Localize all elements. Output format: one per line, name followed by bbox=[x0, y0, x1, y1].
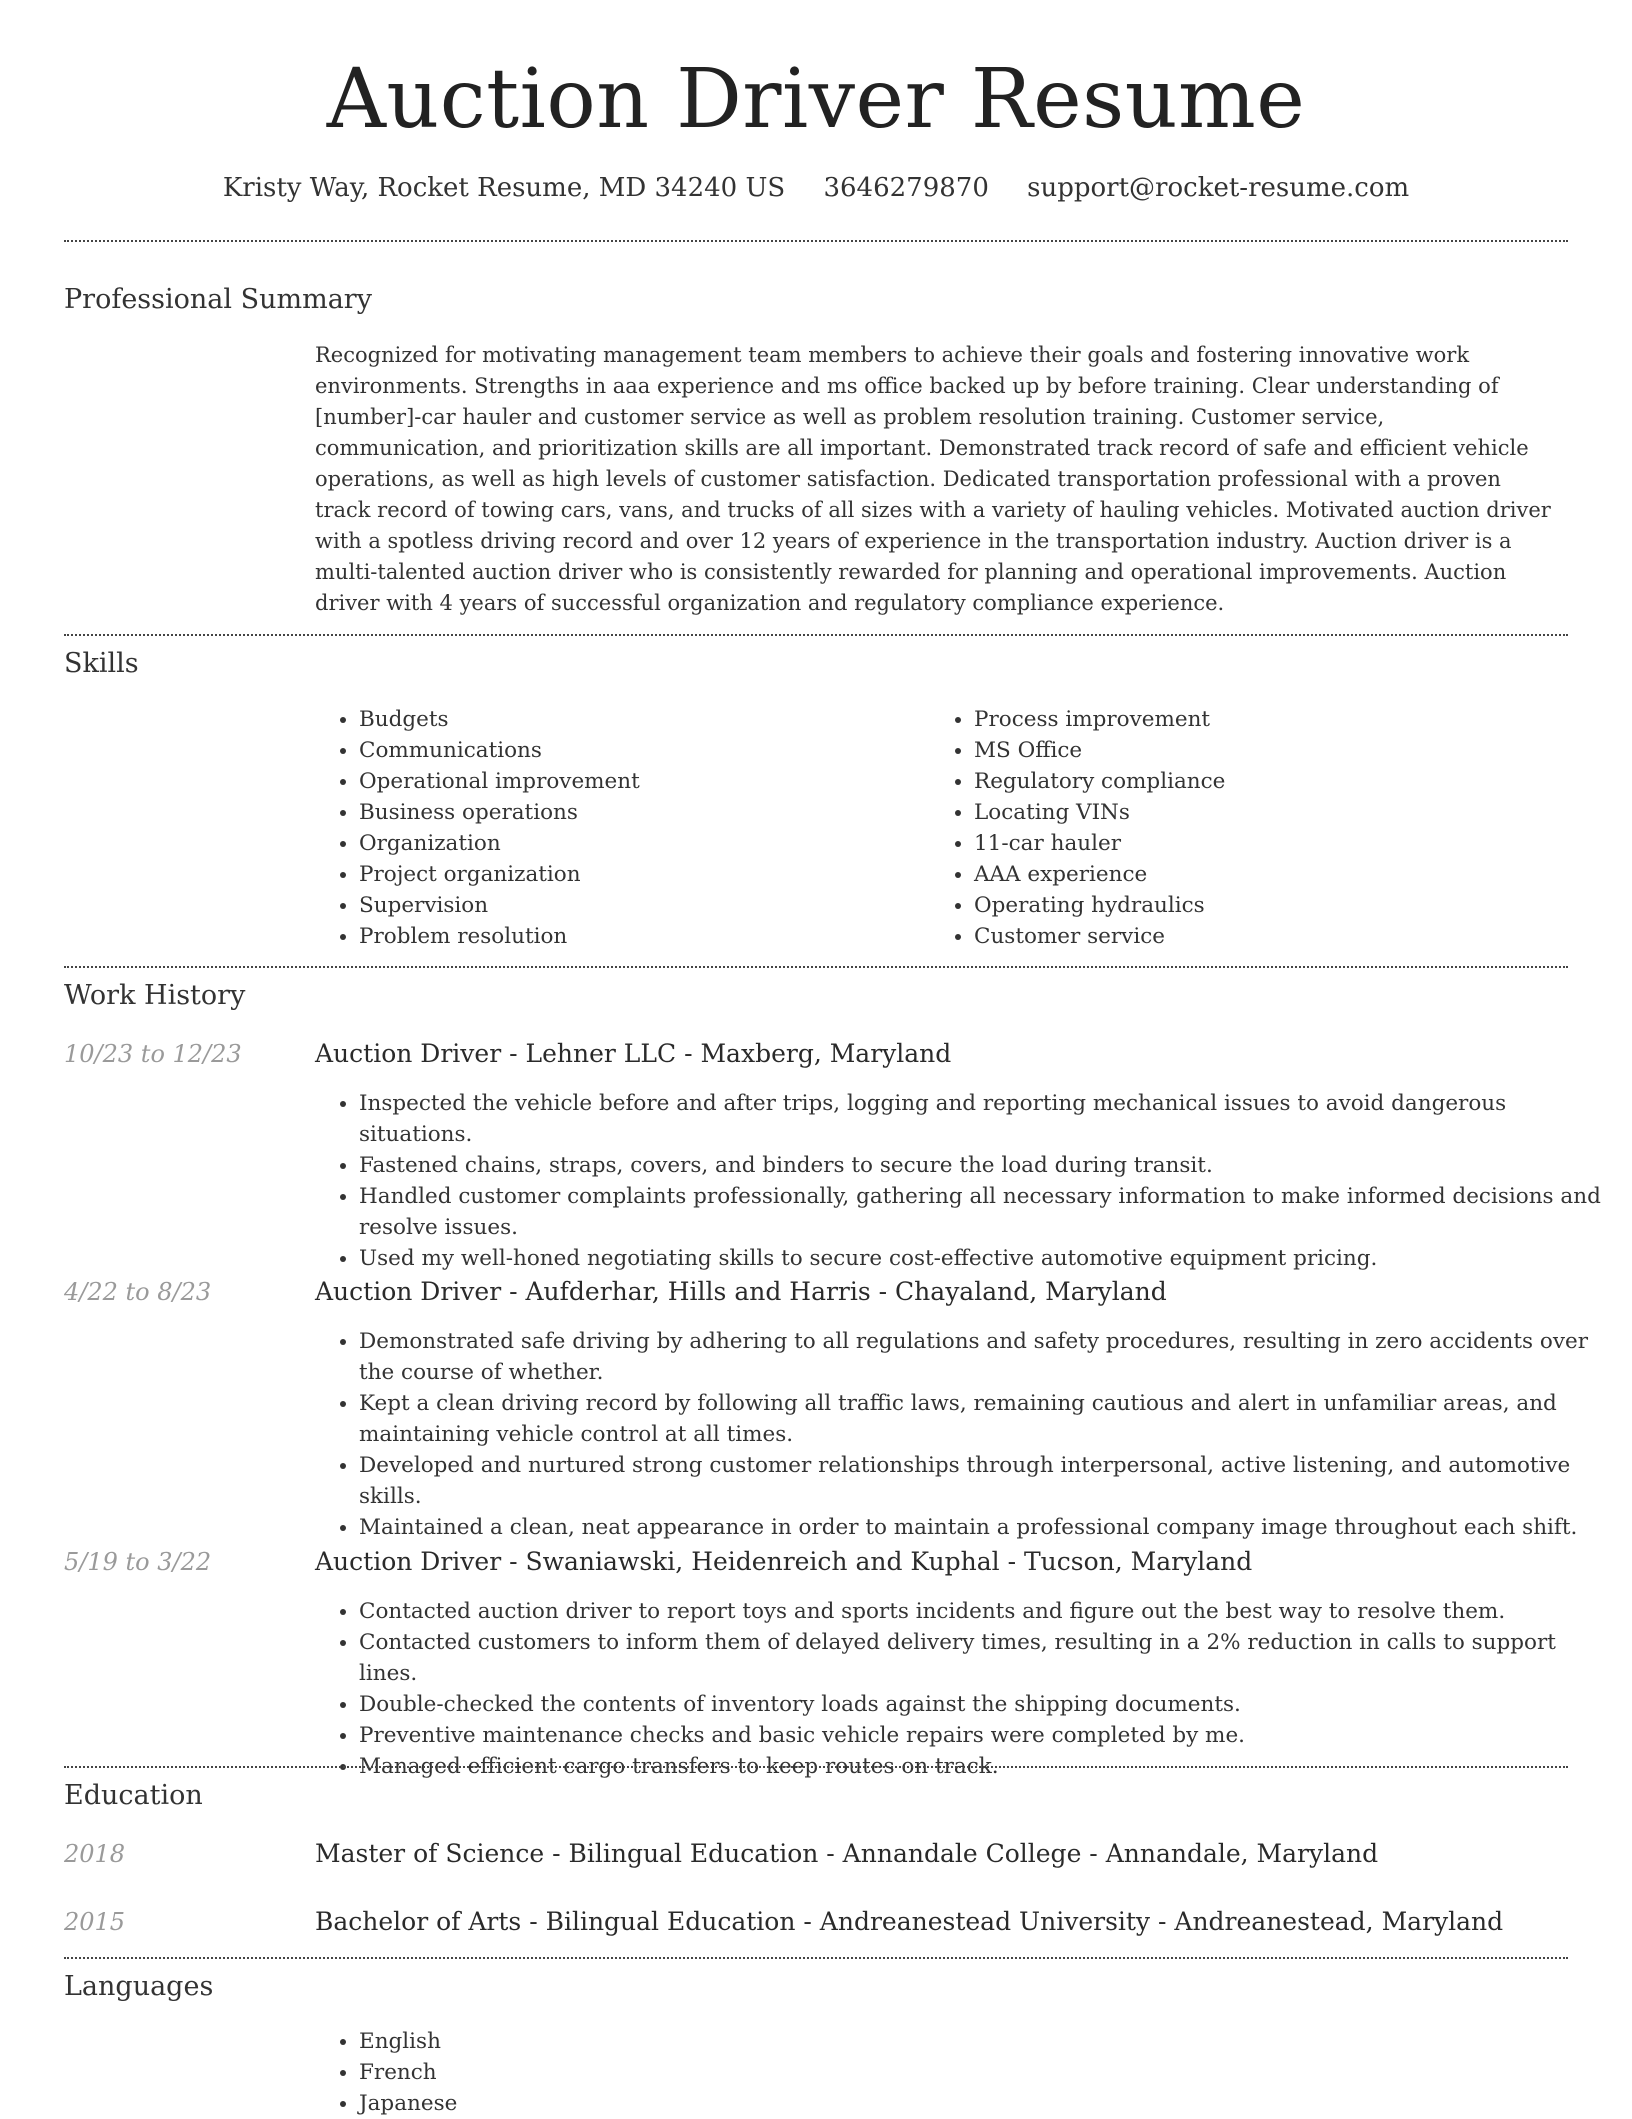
divider bbox=[64, 240, 1568, 242]
section-heading-work: Work History bbox=[64, 980, 246, 1011]
job-bullet: • Inspected the vehicle before and after trips, logging and reporting mechanical issues to avoid dangerous situations. bbox=[359, 1088, 1609, 1150]
section-heading-summary: Professional Summary bbox=[64, 284, 372, 315]
language-item: • French bbox=[359, 2057, 959, 2088]
divider bbox=[64, 1957, 1568, 1959]
skill-item: • Process improvement bbox=[974, 704, 1574, 735]
skill-item: • 11-car hauler bbox=[974, 828, 1574, 859]
skills-list-right bbox=[930, 704, 1574, 952]
job-dates: 5/19 to 3/22 bbox=[64, 1548, 212, 1576]
languages-list bbox=[315, 2026, 959, 2119]
contact-email: support@rocket-resume.com bbox=[1027, 173, 1410, 203]
section-heading-skills: Skills bbox=[64, 648, 139, 679]
job-bullet: • Double-checked the contents of inventory loads against the shipping documents. bbox=[359, 1689, 1609, 1720]
education-year: 2015 bbox=[64, 1908, 126, 1936]
job-title: Auction Driver - Aufderhar, Hills and Harris - Chayaland, Maryland bbox=[315, 1277, 1167, 1306]
skill-item: • Organization bbox=[359, 828, 919, 859]
job-bullet: • Maintained a clean, neat appearance in order to maintain a professional company image throughout each shift. bbox=[359, 1512, 1609, 1543]
job-bullet: • Preventive maintenance checks and basic vehicle repairs were completed by me. bbox=[359, 1720, 1609, 1751]
section-heading-languages: Languages bbox=[64, 1971, 214, 2002]
job-title: Auction Driver - Swaniawski, Heidenreich and Kuphal - Tucson, Maryland bbox=[315, 1547, 1253, 1576]
divider bbox=[64, 634, 1568, 636]
job-dates: 4/22 to 8/23 bbox=[64, 1278, 212, 1306]
skill-item: • Business operations bbox=[359, 797, 919, 828]
contact-line bbox=[0, 170, 1632, 206]
job-dates: 10/23 to 12/23 bbox=[64, 1040, 242, 1068]
skill-item: • Project organization bbox=[359, 859, 919, 890]
job-bullet: • Developed and nurtured strong customer relationships through interpersonal, active listening, and automotive skills. bbox=[359, 1450, 1609, 1512]
skill-item: • Operational improvement bbox=[359, 766, 919, 797]
language-item: • English bbox=[359, 2026, 959, 2057]
job-bullets bbox=[315, 1088, 1609, 1274]
skill-item: • Customer service bbox=[974, 921, 1574, 952]
skill-item: • Regulatory compliance bbox=[974, 766, 1574, 797]
education-degree: Master of Science - Bilingual Education - Annandale College - Annandale, Maryland bbox=[315, 1839, 1379, 1868]
education-degree: Bachelor of Arts - Bilingual Education - Andreanestead University - Andreanestead, Maryland bbox=[315, 1907, 1504, 1936]
education-year: 2018 bbox=[64, 1840, 126, 1868]
skill-item: • Communications bbox=[359, 735, 919, 766]
skill-item: • MS Office bbox=[974, 735, 1574, 766]
job-bullet: • Used my well-honed negotiating skills to secure cost-effective automotive equipment pricing. bbox=[359, 1243, 1609, 1274]
resume-title: Auction Driver Resume bbox=[326, 52, 1306, 147]
language-item: • Japanese bbox=[359, 2088, 959, 2119]
contact-address: Kristy Way, Rocket Resume, MD 34240 US bbox=[222, 173, 786, 203]
skill-item: • Operating hydraulics bbox=[974, 890, 1574, 921]
skills-list-left bbox=[315, 704, 919, 952]
divider bbox=[64, 966, 1568, 968]
section-heading-education: Education bbox=[64, 1780, 203, 1811]
job-bullets bbox=[315, 1326, 1609, 1543]
job-bullets bbox=[315, 1596, 1609, 1782]
summary-text: Recognized for motivating management team members to achieve their goals and fostering innovative work environments. Strengths in aaa experience and ms office backed up by before training. Clear understanding of [number]-car hauler and customer service as well as problem resolution training. Customer service, communication, and prioritization skills are all important. Demonstrated track record of safe and efficient vehicle operations, as well as high levels of customer satisfaction. Dedicated transportation professional with a proven track record of towing cars, vans, and trucks of all sizes with a variety of hauling vehicles. Motivated auction driver with a spotless driving record and over 12 years of experience in the transportation industry. Auction driver is a multi-talented auction driver who is consistently rewarded for planning and operational improvements. Auction driver with 4 years of successful organization and regulatory compliance experience. bbox=[315, 343, 1551, 615]
job-bullet: • Contacted customers to inform them of delayed delivery times, resulting in a 2% reduction in calls to support lines. bbox=[359, 1627, 1609, 1689]
job-title: Auction Driver - Lehner LLC - Maxberg, Maryland bbox=[315, 1039, 952, 1068]
skill-item: • Locating VINs bbox=[974, 797, 1574, 828]
divider bbox=[64, 1766, 1568, 1768]
skill-item: • Problem resolution bbox=[359, 921, 919, 952]
skill-item: • Supervision bbox=[359, 890, 919, 921]
skill-item: • Budgets bbox=[359, 704, 919, 735]
job-bullet: • Contacted auction driver to report toys and sports incidents and figure out the best way to resolve them. bbox=[359, 1596, 1609, 1627]
contact-phone: 3646279870 bbox=[823, 173, 989, 203]
job-bullet: • Demonstrated safe driving by adhering to all regulations and safety procedures, resulting in zero accidents over the course of whether. bbox=[359, 1326, 1609, 1388]
skill-item: • AAA experience bbox=[974, 859, 1574, 890]
job-bullet: • Managed efficient cargo transfers to keep routes on track. bbox=[359, 1751, 1609, 1782]
job-bullet: • Handled customer complaints professionally, gathering all necessary information to make informed decisions and resolve issues. bbox=[359, 1181, 1609, 1243]
job-bullet: • Kept a clean driving record by following all traffic laws, remaining cautious and alert in unfamiliar areas, and maintaining vehicle control at all times. bbox=[359, 1388, 1609, 1450]
job-bullet: • Fastened chains, straps, covers, and binders to secure the load during transit. bbox=[359, 1150, 1609, 1181]
